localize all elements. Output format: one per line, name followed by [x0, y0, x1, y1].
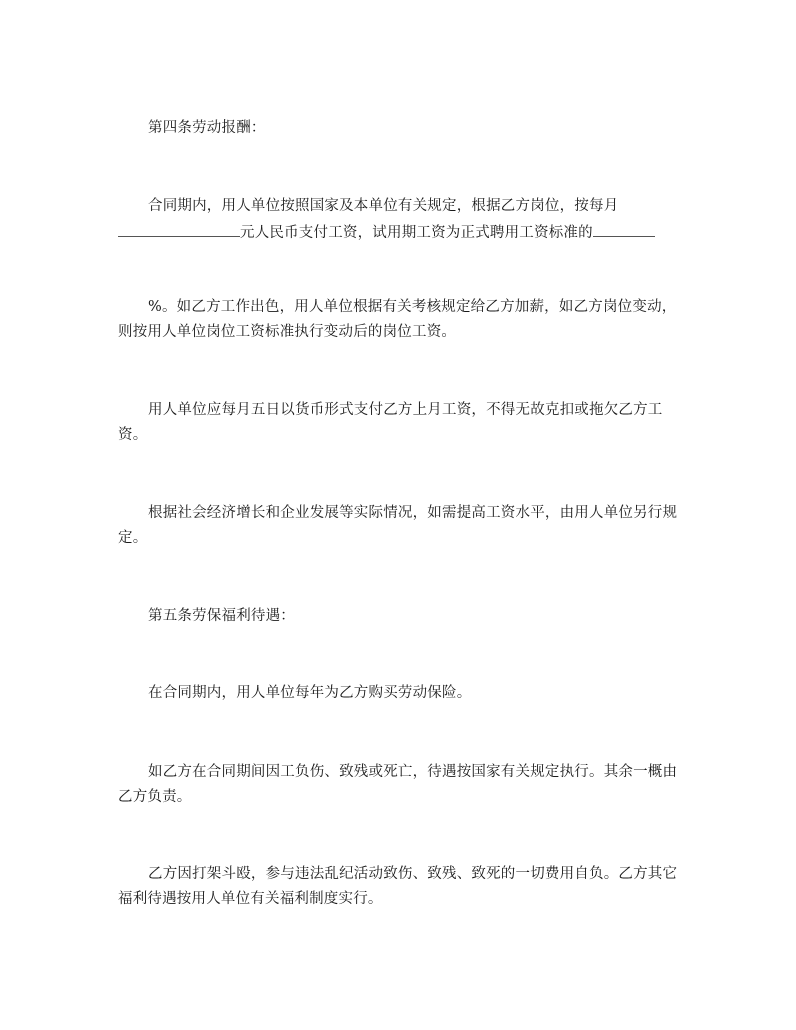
- article4-heading-text: 第四条劳动报酬：: [148, 120, 266, 136]
- article5-p2-text: 如乙方在合同期间因工负伤、致残或死亡，待遇按国家有关规定执行。其余一概由乙方负责。: [118, 764, 678, 805]
- article5-paragraph-3: [118, 862, 680, 912]
- salary-amount-blank: [118, 219, 240, 237]
- article5-heading-text: 第五条劳保福利待遇：: [148, 608, 295, 624]
- article5-heading: [118, 604, 680, 629]
- article4-p4-text: 根据社会经济增长和企业发展等实际情况，如需提高工资水平，由用人单位另行规定。: [118, 505, 678, 546]
- article4-p1-line1: 合同期内，用人单位按照国家及本单位有关规定，根据乙方岗位，按每月: [148, 198, 619, 214]
- article4-paragraph-1: [118, 194, 680, 246]
- article4-paragraph-4: [118, 501, 680, 551]
- article4-heading: [118, 116, 680, 141]
- article5-p3-text: 乙方因打架斗殴，参与违法乱纪活动致伤、致残、致死的一切费用自负。乙方其它福利待遇按用人单位有关福利制度实行。: [118, 866, 678, 907]
- article4-p1-line2: 元人民币支付工资，试用期工资为正式聘用工资标准的: [240, 225, 593, 241]
- article5-p1-text: 在合同期内，用人单位每年为乙方购买劳动保险。: [148, 685, 472, 701]
- probation-percent-blank: [593, 219, 655, 237]
- article4-paragraph-3: [118, 398, 680, 448]
- article5-paragraph-1: [118, 681, 680, 706]
- article4-p3-text: 用人单位应每月五日以货币形式支付乙方上月工资，不得无故克扣或拖欠乙方工资。: [118, 402, 663, 443]
- article5-paragraph-2: [118, 760, 680, 810]
- article4-p2-text: %。如乙方工作出色，用人单位根据有关考核规定给乙方加薪，如乙方岗位变动，则按用人单位岗位工资标准执行变动后的岗位工资。: [118, 299, 677, 340]
- article4-paragraph-2: [118, 295, 680, 345]
